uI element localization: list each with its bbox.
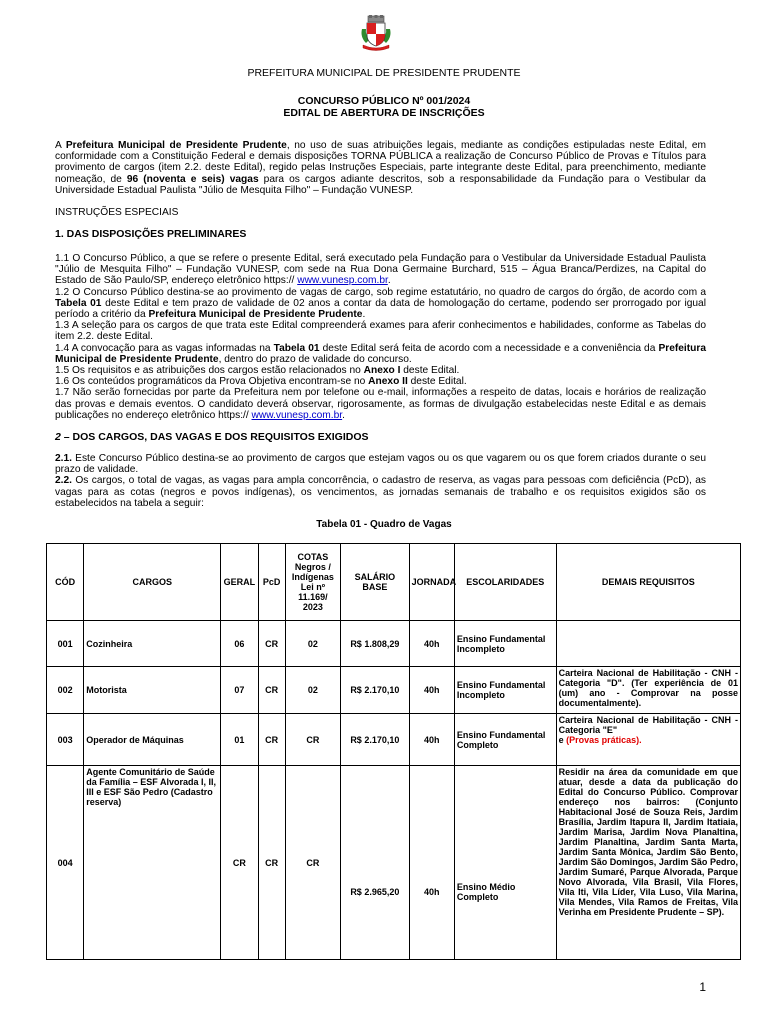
- section-2-title: 2 – DOS CARGOS, DAS VAGAS E DOS REQUISITOS EXIGIDOS: [55, 431, 369, 443]
- vunesp-link[interactable]: www.vunesp.com.br: [297, 275, 388, 287]
- item-1-3: 1.3 A seleção para os cargos de que trata este Edital compreenderá exames para aferir conhecimentos e habilidades, conforme as Tabelas do item 2.2. deste Edital.: [55, 320, 706, 343]
- vunesp-link-2[interactable]: www.vunesp.com.br: [251, 409, 343, 421]
- section-1-body: [55, 253, 706, 421]
- header-cargos: CARGOS: [84, 544, 221, 621]
- table-row: 004 Agente Comunitário de Saúde da Família – ESF Alvorada I, II, III e ESF São Pedro (Cadastro reserva) CR CR CR R$ 2.965,20 40h Ensino Médio Completo Residir na área da comunidade em que atuar, desde a data da publicação do Edital do Concurso Público. Comprovar endereço nos bairros: (Conjunto Habitacional José de Souza Reis, Jardim Brasília, Jardim Itapura II, Jardim Itatiaia, Jardim Marisa, Jardim Nova Planaltina, Jardim Planaltina, Jardim Santa Marta, Jardim Santa Mônica, Jardim São Bento, Jardim São Domingos, Jardim São Pedro, Jardim Sumaré, Parque Alvorada, Parque Novo Alvorada, Vila Brasil, Vila Flores, Vila Iti, Vila Líder, Vila Luso, Vila Marina, Vila Mendes, Vila Ramos de Freitas, Vila Verinha em Presidente Prudente – SP).: [47, 766, 741, 960]
- section-1-title: 1. DAS DISPOSIÇÕES PRELIMINARES: [55, 228, 247, 240]
- header-pcd: PcD: [258, 544, 285, 621]
- header-escolaridades: ESCOLARIDADES: [454, 544, 556, 621]
- intro-paragraph: A Prefeitura Municipal de Presidente Prudente, no uso de suas atribuições legais, mediante as condições estipuladas neste Edital, em conformidade com a Constituição Federal e demais disposições TORNA PÚBLICA a realização de Concurso Público de Provas e Títulos para provimento de cargos (item 2.2. deste Edital), regido pelas Instruções Especiais, parte integrante deste Edital, para preenchimento, mediante nomeação, de 96 (noventa e seis) vagas para os cargos adiante descritos, sob a responsabilidade da Fundação para o Vestibular da Universidade Estadual Paulista "Júlio de Mesquita Filho" – Fundação VUNESP.: [55, 140, 706, 196]
- page-number: 1: [699, 980, 706, 994]
- table-row: 001 Cozinheira 06 CR 02 R$ 1.808,29 40h Ensino Fundamental Incompleto: [47, 621, 741, 667]
- header-jornada: JORNADA: [409, 544, 454, 621]
- item-1-1: 1.1 O Concurso Público, a que se refere o presente Edital, será executado pela Fundação para o Vestibular da Universidade Estadual Paulista "Júlio de Mesquita Filho" – Fundação VUNESP, com sede na Rua Dona Germaine Burchard, 515 – Água Branca/Perdizes, na Capital do Estado de São Paulo/SP, endereço eletrônico https:// www.vunesp.com.br.: [55, 253, 706, 287]
- item-2-1: 2.1. Este Concurso Público destina-se ao provimento de cargos que estejam vagos ou os que vagarem ou os que forem criados durante o seu prazo de validade.: [55, 453, 706, 476]
- item-1-7: 1.7 Não serão fornecidas por parte da Prefeitura nem por telefone ou e-mail, informações a respeito de datas, locais e horários de realização das provas e demais eventos. O candidato deverá observar, rigorosamente, as formas de divulgação estabelecidas neste Edital e as demais publicações no endereço eletrônico https:// www.vunesp.com.br.: [55, 387, 706, 421]
- item-2-2: 2.2. Os cargos, o total de vagas, as vagas para ampla concorrência, o cadastro de reserva, as vagas para pessoas com deficiência (PcD), as vagas para as cotas (negros e povos indígenas), os vencimentos, as jornadas semanais de trabalho e os requisitos exigidos são os estabelecidos na tabela a seguir:: [55, 475, 706, 509]
- table-caption: Tabela 01 - Quadro de Vagas: [316, 519, 452, 530]
- table-row: 003 Operador de Máquinas 01 CR CR R$ 2.170,10 40h Ensino Fundamental Completo Carteira Nacional de Habilitação - CNH - Categoria "E" e (Provas práticas).: [47, 714, 741, 766]
- header-demais-requisitos: DEMAIS REQUISITOS: [556, 544, 740, 621]
- header-salario: SALÁRIO BASE: [341, 544, 409, 621]
- document-title: CONCURSO PÚBLICO Nº 001/2024: [297, 95, 471, 107]
- section-2-body: [55, 453, 706, 509]
- table-row: 002 Motorista 07 CR 02 R$ 2.170,10 40h Ensino Fundamental Incompleto Carteira Nacional de Habilitação - CNH - Categoria "D". (Ter experiência de 01 (um) ano - Comprovar na posse documentalmente).: [47, 667, 741, 714]
- header-geral: GERAL: [221, 544, 258, 621]
- vacancy-table: [46, 543, 741, 960]
- item-1-4: 1.4 A convocação para as vagas informadas na Tabela 01 deste Edital será feita de acordo com a necessidade e a conveniência da Prefeitura Municipal de Presidente Prudente, dentro do prazo de validade do concurso.: [55, 342, 707, 365]
- table-header-row: [47, 544, 741, 621]
- header-cotas: COTAS Negros / Indígenas Lei nº 11.169/ 2023: [285, 544, 340, 621]
- item-1-6: 1.6 Os conteúdos programáticos da Prova Objetiva encontram-se no Anexo II deste Edital.: [55, 376, 467, 388]
- item-1-2: 1.2 O Concurso Público destina-se ao provimento de vagas de cargo, sob regime estatutário, no quadro de cargos do órgão, de acordo com a Tabela 01 deste Edital e tem prazo de validade de 02 anos a contar da data de homologação do certame, podendo ser prorrogado por igual período a critério da Prefeitura Municipal de Presidente Prudente.: [55, 286, 706, 321]
- coat-of-arms-icon: [358, 15, 394, 51]
- document-subtitle: EDITAL DE ABERTURA DE INSCRIÇÕES: [283, 107, 485, 119]
- special-instructions-label: INSTRUÇÕES ESPECIAIS: [55, 207, 179, 218]
- header-cod: CÓD: [47, 544, 84, 621]
- org-header: PREFEITURA MUNICIPAL DE PRESIDENTE PRUDENTE: [247, 67, 521, 79]
- item-1-5: 1.5 Os requisitos e as atribuições dos cargos estão relacionados no Anexo I deste Edital.: [55, 365, 460, 377]
